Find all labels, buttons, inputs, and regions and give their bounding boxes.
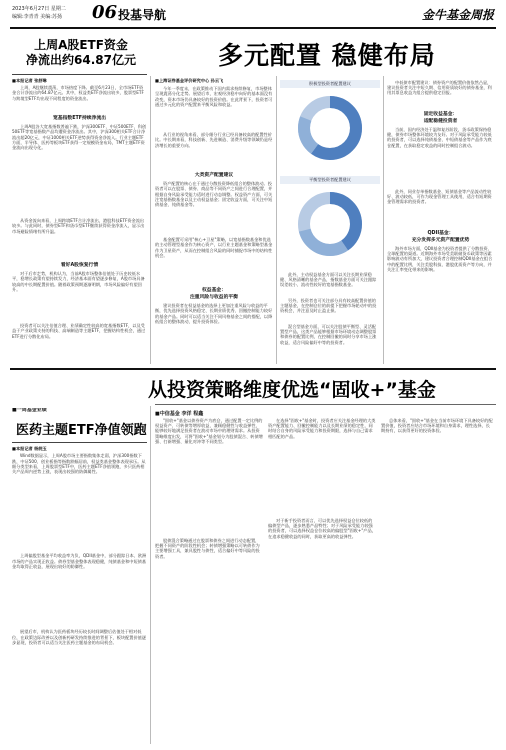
col3-article <box>280 272 380 364</box>
left-byline: ■本报记者 张舒琳 <box>12 78 47 83</box>
page-number: 06 <box>92 2 118 23</box>
col2-p1: 今年一季度末，在政策推动下国内需求持续修复，市场整体呈现震荡分化走势。展望后市，宏观经济稳中向好的基本面没有改变，资本市场仍具备较好的投资价值。在此背景下，投资者可通过多元化的资产配置来平衡风险和收益。 <box>155 86 273 107</box>
col4-p1: 中低债市配置建议：债券资产的配置价值依然凸显，建议投资者关注中短久期、信用资质较好的债券基金，利用其票息收益为组合提供稳定回报。 <box>387 80 492 96</box>
divider-left <box>150 76 151 364</box>
col4-sub4: 充分发挥多元资产配置优势 <box>411 238 470 243</box>
divider-right <box>383 76 384 364</box>
bottom-left-article <box>12 408 147 744</box>
middle-title: 从投资策略维度优选“固收+”基金 <box>148 379 436 401</box>
left-title-line2: 净流出约64.87亿元 <box>26 53 136 67</box>
chart-aggressive <box>280 80 380 170</box>
bl-p1: Wind数据显示，上周A股市场主要指数集体走弱，沪深300指数下跌，中证500、创业板指等指数跌幅居前，权益类基金整体表现承压。从细分类型来看，上周股票型ETF中，医药主题ETF净值领跑，多只医药相关产品周内逆势上涨，表现出较强的防御属性。 <box>12 453 146 475</box>
br-p3: 在选择"固收+"基金时，投资者应关注基金经理的大类资产配置能力、回撤控制能力以及长期业绩的稳定性，同时结合自身的风险承受能力和投资期限，选择与自己需求相匹配的产品。 <box>268 418 376 439</box>
col2-sub1: 大类资产配置建议 <box>194 173 234 179</box>
col3-p2: 另外，投资者也可关注部分具有较高配置价值的主题基金，在控制仓位的前提下把握市场轮动中的投资机会，并注意及时止盈止损。 <box>280 298 377 314</box>
chart-balanced <box>280 176 380 266</box>
bottom-right-kicker: ■中信基金 李洋 程鑫 <box>155 411 204 417</box>
divider-mid <box>276 76 277 364</box>
masthead-rule <box>10 27 496 29</box>
left-article <box>12 78 147 364</box>
bl-kicker: ■一周基金业绩 <box>12 408 47 413</box>
chart1-title: 积极型投资者配置建议 <box>280 80 380 88</box>
section-name: 投基导航 <box>118 8 167 22</box>
col4-sub3: QDII基金： <box>427 231 454 236</box>
bl-byline: ■本报记者 杨皖玉 <box>12 446 47 452</box>
left-p3: 从资金流向来看，上周跨境ETF合计净流出，港股科技ETF资金流出较多。与此同时，债券型ETF和货币型ETF继续获得资金净流入，显示出市场避险情绪有所升温。 <box>12 218 145 234</box>
middle-rule-top <box>10 368 496 370</box>
editors-line: 编辑:李青青 美编:苏扬 <box>12 14 62 20</box>
left-p5: 投资者可以关注估值合理、业绩确定性较高的宽基指数ETF，以及受益于产业政策支持的科技、高端制造等主题ETF，把握结构性机会，通过ETF进行分散化布局。 <box>12 323 146 339</box>
middle-rule-bottom <box>155 404 496 405</box>
chart1-donut <box>280 88 380 168</box>
br-p5: 总体来看，"固收+"基金在当前市场环境下具备较好的配置价值，投资者应结合市场环境和自身需求，理性选择，长期持有，以获得更好的投资体验。 <box>381 418 493 434</box>
bl-p2: 上周偏股型基金平均收益率为负，QDII基金中，部分跟踪日本、欧洲市场的产品实现正收益。债券型基金整体表现稳健，纯债基金和中短债基金均取得正收益，展现出较好的防御性。 <box>12 553 147 569</box>
paper-name: 金牛基金周报 <box>421 8 494 22</box>
left-title-rule <box>12 74 147 75</box>
col4-sub1: 固定收益基金： <box>423 112 458 117</box>
col2-byline: ■上海证券基金评价研究中心 孙云飞 <box>155 78 224 83</box>
col4-sub2: 适配稳健投资者 <box>423 119 458 124</box>
col4-p2: 当前，国内经济处于温和复苏阶段，货币政策保持稳健，债券市场整体环境较为友好。对于风险承受能力较低的投资者，可以选择纯债基金、中短债基金等产品作为底仓配置，在获取稳定收益的同时控制组合波动。 <box>387 127 492 148</box>
left-title-line1: 上周A股ETF资金 <box>34 38 128 52</box>
bottom-right-col1 <box>155 418 263 744</box>
bottom-right-col3 <box>381 418 494 744</box>
col2-p5: 建议投资者在权益基金的选择上更加注重风险与收益的平衡，优先选择投资风格稳定、长期业绩优秀、回撤控制能力较好的基金产品。同时可以适当关注不同风格基金之间的搭配，以降低组合的整体波动，提升投资体验。 <box>155 303 273 324</box>
bl-rule <box>12 442 147 443</box>
col2-p4: 基金配置可采用"核心+卫星"策略，以宽基指数基金和优选的主动管理型基金作为核心资产，以行业主题基金和策略型基金作为卫星资产，从而在控制组合风险的同时捕捉市场中的结构性机会。 <box>155 237 273 258</box>
left-p2: 上周A股各大宽基指数普遍下跌，沪深300ETF、中证500ETF、科创50ETF等宽基指数产品均遭资金净流出。其中，沪深300相关ETF合计净流出超20亿元，中证1000相关ETF逆势获得资金净流入。行业主题ETF方面，半导体、医药等板块ETF获得一定规模资金布局，TMT主题ETF资金流向出现分化。 <box>12 124 147 151</box>
br-p2: 股债混合策略通过在股票和债券之间进行动态配置，把握不同资产的阶段性机会；转债增强策略以可转债作为主要增强工具，兼具股性与债性，适合偏好中等风险的投资者。 <box>155 538 260 559</box>
divider-bottom <box>150 406 151 744</box>
col2-sub2: 权益基金： <box>202 288 226 294</box>
br-p4: 对于新手投资者而言，可以优先选择权益仓位较低的偏债型产品，逐步熟悉产品特性；对于风险承受能力较强的投资者，可以选择权益仓位较高的偏股型"固收+"产品，在追求稳健收益的同时，获取更高的收益弹性。 <box>268 518 376 539</box>
col4-p3: 此外，同业存单指数基金、短债基金等产品流动性较好、波动较低，可作为现金管理工具使用，适合有短期资金管理需求的投资者。 <box>387 189 492 205</box>
bl-title: 医药主题ETF净值领跑 <box>16 423 147 439</box>
date-line: 2023年6月27日 星期二 <box>12 6 66 12</box>
left-p4: 对于后市走势，机构认为，当前A股市场整体估值处于历史较低水平，稳增长政策有望持续发力，经济基本面有望逐步修复，A股市场具备较高的中长期配置价值。随着政策预期逐渐明朗，市场风险偏好有望回升。 <box>12 271 145 292</box>
col2-p3: 资产配置的核心在于通过分散投资降低组合的整体波动。投资者可以在股票、债券、商品等不同资产之间进行合理配置，并根据自身风险承受能力适时进行动态调整。权益资产方面，可关注宽基指数基金以及主动权益基金；固定收益方面，可关注中短债基金、纯债基金等。 <box>155 181 273 208</box>
hero-title: 多元配置 稳健布局 <box>218 41 436 70</box>
col2-p2: 从行业的视角来看，部分细分行业已经具备较高的配置性价比。中长期来看，科技创新、先进制造、消费升级等领域仍是经济增长的重要方向。 <box>155 132 273 148</box>
col4-article <box>387 80 494 364</box>
left-article-title <box>16 38 146 68</box>
chart2-title: 平衡型投资者配置建议 <box>280 176 380 184</box>
bl-p3: 展望后市，机构认为医药板块经历较长时间调整后估值处于相对低位，在政策边际改善以及创新药研发持续推进的背景下，板块配置价值逐步显现，投资者可以适当关注医药主题基金的布局机会。 <box>12 629 147 645</box>
left-p1: 上周，A股继续震荡，市场热度下降。截至6月23日，全市场ETF资金合计净流出约64.87亿元。其中，权益类ETF净流出较多，股票型ETF与跨境型ETF均出现不同程度的资金流出。 <box>12 85 144 101</box>
bottom-right-col2 <box>268 418 376 744</box>
chart2-donut <box>280 184 380 264</box>
br-p1: "固收+"基金以债券资产为底仓，通过配置一定比例的权益资产、可转债等增厚收益，兼顾稳健性与收益弹性，能够较好地满足投资者在波动市场中的理财需求。从投资策略维度出发，可将"固收+"基金划分为股债混合、转债增强、打新增强、量化对冲等不同类型。 <box>155 418 263 444</box>
col3-p3: 混合型基金方面，可以关注股债平衡型、灵活配置型产品，这类产品能够根据市场环境动态调整股票和债券的配置比例，在控制回撤的同时分享市场上涨收益，适合风险偏好中等的投资者。 <box>280 324 377 345</box>
left-sub2: 看好A股恢复行情 <box>60 263 99 269</box>
col2-sub3: 注重风险与收益的平衡 <box>190 295 238 301</box>
masthead <box>0 0 506 28</box>
col3-p1: 此外，主动权益基金方面可以关注长期业绩稳健、风格清晰的基金产品，指数基金方面可关注跟踪误差较小、流动性较好的宽基指数基金。 <box>280 272 377 288</box>
left-sub1: 宽基指数ETF持续净流出 <box>53 116 106 122</box>
col2-article <box>155 78 273 364</box>
col4-p4: 海外市场方面，QDII基金为投资者提供了分散投资、全球配置的渠道。近期海外市场受美联储货币政策等因素影响波动有所加大，建议投资者合理控制QDII基金在组合中的配置比例，关注美股科技、港股优质资产等方向，并关注汇率变化带来的影响。 <box>387 246 493 272</box>
